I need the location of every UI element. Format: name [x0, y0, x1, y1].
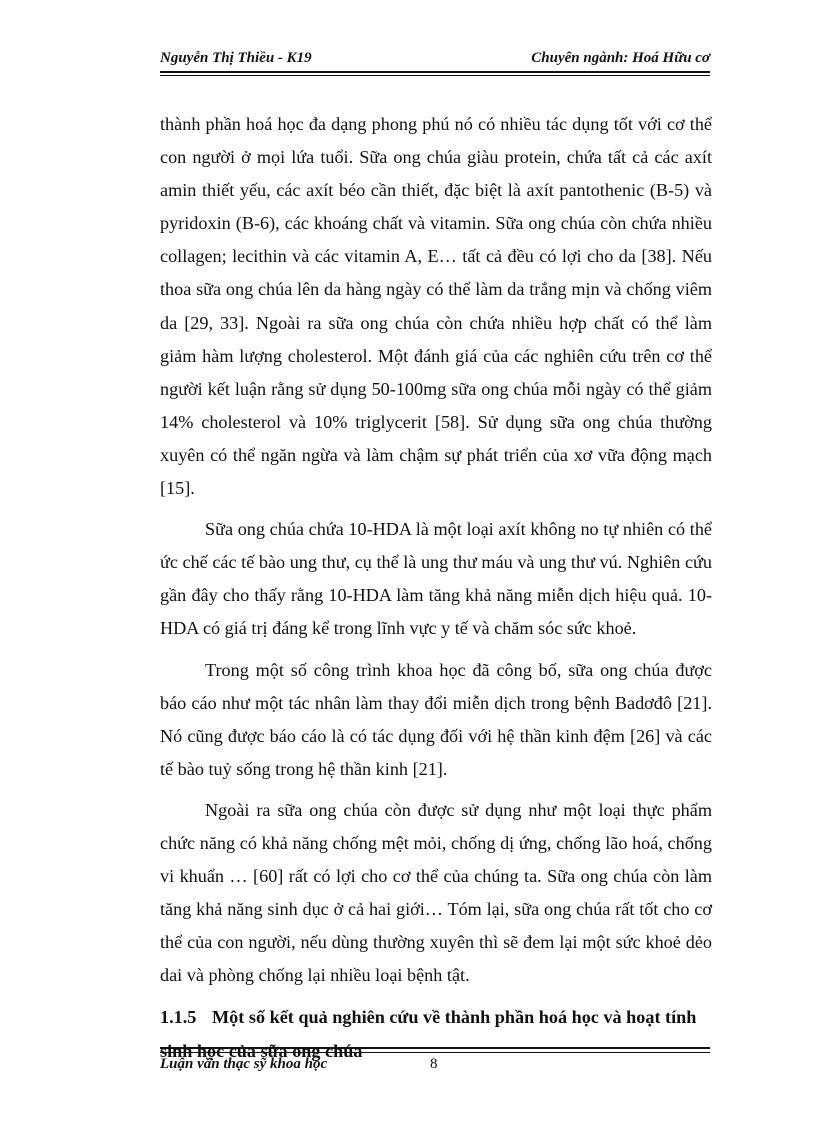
paragraph-3: Trong một số công trình khoa học đã công bố, sữa ong chúa được báo cáo như một tác nhân làm thay đổi miễn dịch trong bệnh Badơđô [21]. Nó cũng được báo cáo là có tác dụng đối với hệ thần kinh đệm [26] và các tế bào tuỷ sống trong hệ thần kinh [21].: [160, 659, 712, 779]
section-title: Một số kết quả nghiên cứu về thành phần hoá học và hoạt tính sinh học của sữa ong chúa: [160, 1007, 697, 1061]
header-rule-thick: [160, 71, 710, 73]
footer-rule-thick: [160, 1047, 710, 1049]
footer-rule-thin: [160, 1052, 710, 1053]
page-number: 8: [430, 1056, 438, 1072]
paragraph-1: thành phần hoá học đa dạng phong phú nó có nhiều tác dụng tốt với cơ thể con người ở mọi lứa tuổi. Sữa ong chúa giàu protein, chứa tất cả các axít amin thiết yếu, các axít béo cần thiết, đặc biệt là axít pantothenic (B-5) và pyridoxin (B-6), các khoáng chất và vitamin. Sữa ong chúa còn chứa nhiều collagen; lecithin và các vitamin A, E… tất cả đều có lợi cho da [38]. Nếu thoa sữa ong chúa lên da hàng ngày có thể làm da trắng mịn và chống viêm da [29, 33]. Ngoài ra sữa ong chúa còn chứa nhiều hợp chất có thể làm giảm hàm lượng cholesterol. Một đánh giá của các nghiên cứu trên cơ thể người kết luận rằng sử dụng 50-100mg sữa ong chúa mỗi ngày có thể giảm 14% cholesterol và 10% triglycerit [58]. Sử dụng sữa ong chúa thường xuyên có thể ngăn ngừa và làm chậm sự phát triển của xơ vữa động mạch [15].: [160, 114, 712, 499]
paragraph-4: Ngoài ra sữa ong chúa còn được sử dụng như một loại thực phẩm chức năng có khả năng chống mệt mỏi, chống dị ứng, chống lão hoá, chống vi khuẩn … [60] rất có lợi cho cơ thể của chúng ta. Sữa ong chúa còn làm tăng khả năng sinh dục ở cả hai giới… Tóm lại, sữa ong chúa rất tốt cho cơ thể của con người, nếu dùng thường xuyên thì sẽ đem lại một sức khoẻ dẻo dai và phòng chống lại nhiều loại bệnh tật.: [160, 799, 712, 986]
section-number: 1.1.5: [160, 1007, 197, 1028]
header-rule-thin: [160, 75, 710, 76]
page-body: [160, 108, 712, 1068]
author-name: Nguyễn Thị Thiều - K19: [160, 50, 312, 66]
thesis-label: Luận văn thạc sỹ khoa học: [160, 1056, 328, 1072]
specialization: Chuyên ngành: Hoá Hữu cơ: [531, 50, 710, 66]
paragraph-2: Sữa ong chúa chứa 10-HDA là một loại axít không no tự nhiên có thể ức chế các tế bào ung thư, cụ thể là ung thư máu và ung thư vú. Nghiên cứu gần đây cho thấy rằng 10-HDA làm tăng khả năng miễn dịch hiệu quả. 10- HDA có giá trị đáng kể trong lĩnh vực y tế và chăm sóc sức khoẻ.: [160, 519, 712, 639]
